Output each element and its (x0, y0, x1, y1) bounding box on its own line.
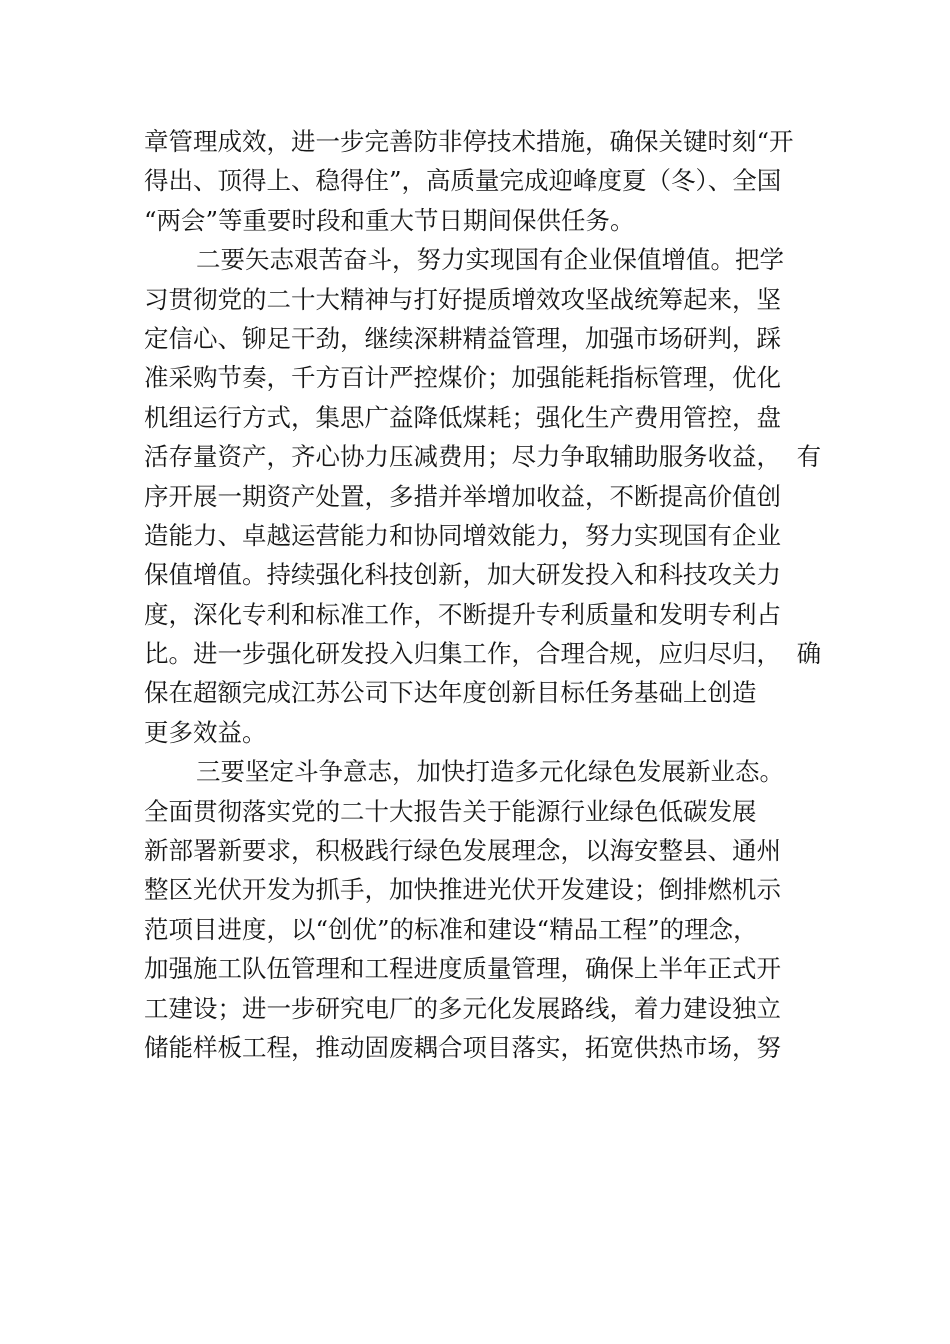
text-line: 工建设；进一步研究电厂的多元化发展路线，着力建设独立 (144, 993, 781, 1023)
text-line: 整区光伏开发为抓手，加快推进光伏开发建设；倒排燃机示 (144, 875, 781, 905)
text-line: 比。进一步强化研发投入归集工作，合理合规，应归尽归， 确 (144, 639, 822, 669)
text-line: 得出、顶得上、稳得住”，高质量完成迎峰度夏（冬）、全国 (144, 166, 782, 196)
text-line: 加强施工队伍管理和工程进度质量管理，确保上半年正式开 (144, 954, 781, 984)
text-line: 习贯彻党的二十大精神与打好提质增效攻坚战统筹起来，坚 (144, 284, 781, 314)
text-line: “两会”等重要时段和重大节日期间保供任务。 (144, 205, 635, 235)
text-line: 活存量资产，齐心协力压减费用；尽力争取辅助服务收益， 有 (144, 442, 822, 472)
text-line: 定信心、铆足干劲，继续深耕精益管理，加强市场研判，踩 (144, 323, 781, 353)
text-line: 章管理成效，进一步完善防非停技术措施，确保关键时刻“开 (144, 127, 794, 156)
text-line: 三要坚定斗争意志，加快打造多元化绿色发展新业态。 (196, 757, 784, 787)
paragraph-second-requirement (144, 240, 822, 752)
text-line: 准采购节奏，千方百计严控煤价；加强能耗指标管理，优化 (144, 363, 781, 393)
text-line: 机组运行方式，集思广益降低煤耗；强化生产费用管控，盘 (144, 402, 781, 432)
paragraph-continued (144, 122, 806, 240)
text-line: 序开展一期资产处置，多措并举增加收益，不断提高价值创 (144, 481, 781, 511)
text-line: 更多效益。 (144, 717, 267, 747)
body-text (144, 122, 822, 1067)
text-line: 新部署新要求，积极践行绿色发展理念，以海安整县、通州 (144, 836, 781, 866)
text-line: 二要矢志艰苦奋斗，努力实现国有企业保值增值。把学 (196, 245, 784, 275)
text-line: 度，深化专利和标准工作，不断提升专利质量和发明专利占 (144, 599, 781, 629)
paragraph-third-requirement (144, 752, 806, 1067)
text-line: 保在超额完成江苏公司下达年度创新目标任务基础上创造 (144, 678, 757, 708)
text-line: 范项目进度，以“创优”的标准和建设“精品工程”的理念， (144, 914, 758, 944)
text-line: 保值增值。持续强化科技创新，加大研发投入和科技攻关力 (144, 560, 781, 590)
text-line: 全面贯彻落实党的二十大报告关于能源行业绿色低碳发展 (144, 796, 757, 826)
text-line: 储能样板工程，推动固废耦合项目落实，拓宽供热市场，努 (144, 1032, 781, 1062)
text-line: 造能力、卓越运营能力和协同增效能力，努力实现国有企业 (144, 520, 781, 550)
